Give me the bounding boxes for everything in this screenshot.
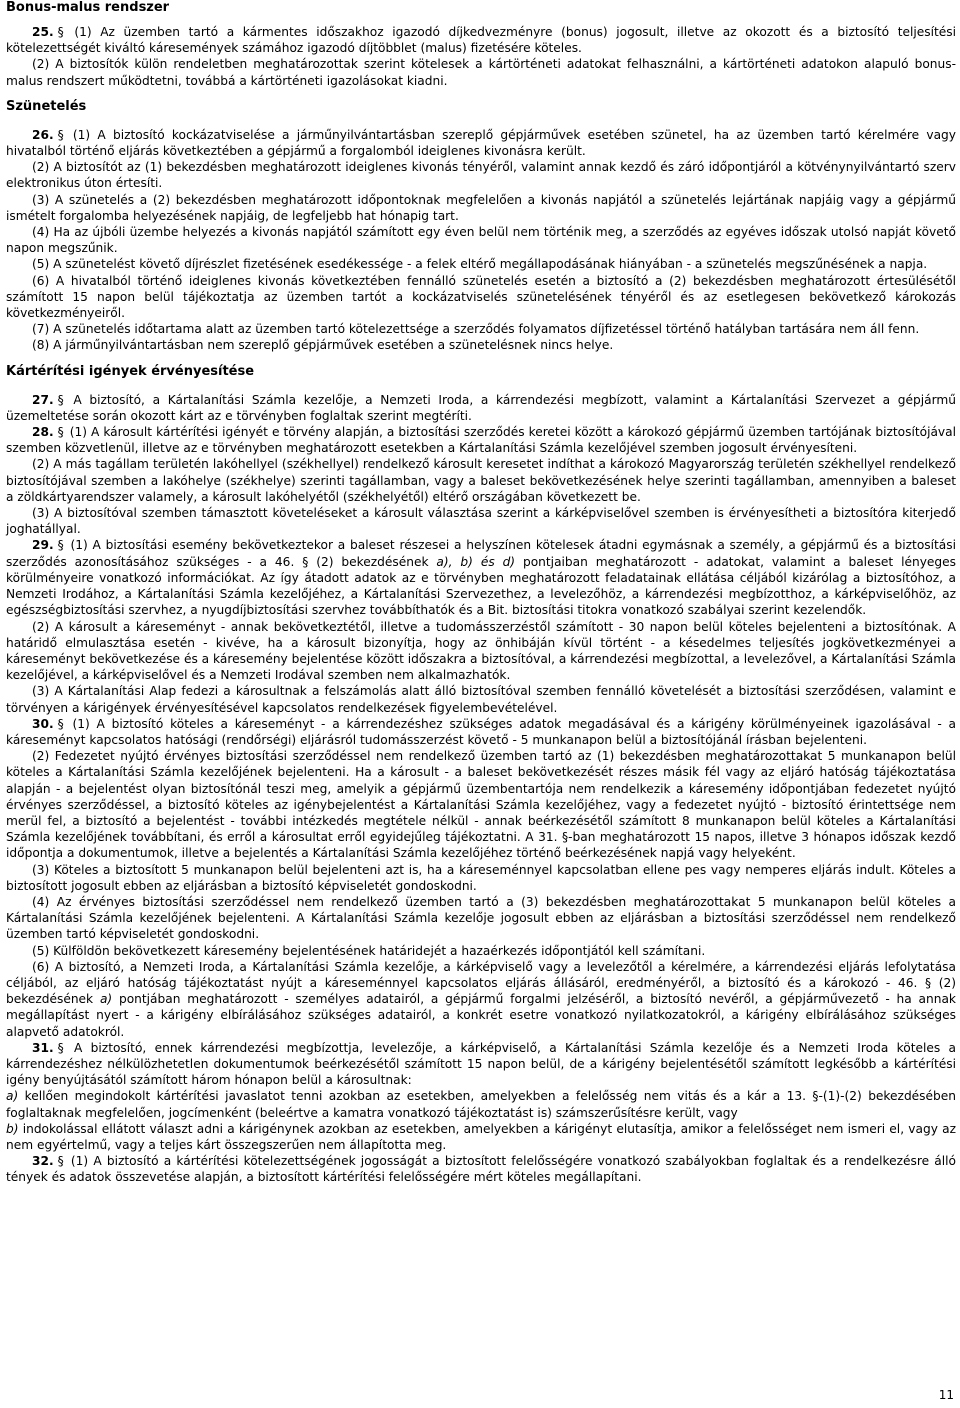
section-sign-icon: § [57,25,64,39]
section-number-28: 28. [32,425,54,440]
paragraph-26-6: (6) A hivatalból történő ideiglenes kivonás következtében fennálló szünetelés esetén a biztosító a (2) bekezdésben meghatározott értesülésétől számított 15 napon belül tájékoztatja az üzemben tartót a kockázatviselés szünetelésének tényéről és az esetlegesen bekövetkező károkozás következményeiről. [6,273,956,321]
paragraph-text: (1) A károsult kártérítési igényét e törvény alapján, a biztosítási szerződés keretei között a károkozó gépjármű üzemben tartójának biztosítójával szemben közvetlenül, illetve az e törvényben meghatározott esetekben a Kártalanítási Számla kezelőjével szemben jogosult érvényesíteni. [6,425,956,456]
paragraph-30-6 [6,959,956,1040]
paragraph-29-3: (3) A Kártalanítási Alap fedezi a károsultnak a felszámolás alatt álló biztosítóval szemben fennálló követelését a biztosítási szerződésen, valamint e törvényen a kárigények érvényesítésével kapcsolatos rendelkezések figyelembevételével. [6,684,956,715]
paragraph-26-7: (7) A szünetelés időtartama alatt az üzemben tartó kötelezettsége a szerződés folyamatos díjfizetéssel történő hatályban tartására nem áll fenn. [32,322,920,337]
section-sign-icon: § [57,392,64,407]
document-page [6,0,956,1186]
paragraph-text: A biztosító, a Kártalanítási Számla kezelője, a Nemzeti Iroda, a kárrendezési megbízott, valamint a Kártalanítási Szervezet a gépjármű üzemeltetése során okozott kárt az e törvényben foglaltak szerint megtéríti. [6,392,956,423]
paragraph-text: kellően megindokolt kártérítési javaslatot tenni azokban az esetekben, amelyekben a felelősség nem vitás és a kár a 13. §-(1)-(2) bekezdésében foglaltaknak megfelelően, jogcímenként (beleértve a kamatra vonatkozó tájékoztatást is) számszerűsítésre került, vagy [6,1089,956,1120]
section-number-26: 26. [32,127,54,142]
paragraph-30-3: (3) Köteles a biztosított 5 munkanapon belül bejelenteni azt is, ha a káreseménnyel kapcsolatban ellene pes vagy nemperes eljárás indult. Köteles a biztosított jogosult ebben az eljárásban a biztosító képviseletét gondoskodni. [6,862,956,893]
page-number: 11 [938,1388,954,1402]
paragraph-28-3: (3) A biztosítóval szemben támasztott követeléseket a károsult választása szerint a kárképviselővel szemben is érvényesítheti a biztosítóra kiterjedő joghatállyal. [6,506,956,537]
section-sign-icon: § [57,1154,64,1169]
paragraph-text: (1) A biztosítási esemény bekövetkeztekor a baleset részesei a helyszínen kötelesek átadni egymásnak a személy, a gépjármű és a biztosítási szerződés azonosításához szükséges - a 46. § (2) bekezdésének [6,538,956,569]
section-number-31: 31. [32,1040,54,1055]
paragraph-26-2: (2) A biztosítót az (1) bekezdésben meghatározott ideiglenes kivonás tényéről, valamint annak kezdő és záró időpontjáról a kötvénynyilvántartó szerv elektronikus úton értesíti. [6,160,956,191]
paragraph-25-2: (2) A biztosítók külön rendeletben meghatározottak szerint kötelesek a kártörténeti adatokat felhasználni, a kártörténeti adatokon alapuló bonus-malus rendszert működtetni, továbbá a kártörténeti igazolásokat kiadni. [6,57,956,88]
paragraph-26-1 [6,127,956,159]
paragraph-text: pontjaiban meghatározott - adatokat, valamint a baleset lényeges körülményeire vonatkozó információkat. Az így átadott adatok az e törvényben meghatározott feladatainak ellátása céljából kizárólag a biztosítóhoz, a Nemzeti Irodához, a Kártalanítási Számla kezelőjéhez, a Kártalanítási Szervezethez, a levelezőhöz, a kárrendezési megbízotthoz, a kárképviselőhöz, az egészségbiztosítási szervhez, a nyugdíjbiztosítási szervhez továbbíthatók és a Bit. biztosítási titokra vonatkozó szabályai szerint kezelendők. [6,554,957,618]
paragraph-italic-ref: a), b) és d) [436,554,516,569]
heading-karteritesi-igenyek: Kártérítési igények érvényesítése [6,363,255,379]
paragraph-italic-ref: a) [99,992,113,1007]
paragraph-text: indokolással ellátott választ adni a kárigénynek azokban az esetekben, amelyekben a kárigényt elutasítja, amikor a felelősséget nem ismeri el, vagy az nem egyértelmű, vagy a teljes kárt összegszerűen nem állapította meg. [6,1121,956,1152]
paragraph-text: (6) A biztosító, a Nemzeti Iroda, a Kártalanítási Számla kezelője, a kárképviselő vagy a levelezőtől a kérelmére, a kárrendezési eljárás lefolytatása céljából, az eljáró hatóság tájékoztatást nyújt a káreseménnyel kapcsolatos eljárás állásáról, eredményéről, a biztosító és a károkozó - 46. § (2) bekezdésének [6,959,956,1007]
paragraph-26-3: (3) A szünetelés a (2) bekezdésben meghatározott időpontoknak megfelelően a kivonás napjától a szünetelés lejártának napjáig vagy a gépjármű ismételt forgalomba helyezésének napjáig, de legfeljebb hat hónapig tart. [6,192,956,223]
paragraph-25-1 [6,24,956,56]
paragraph-29-2: (2) A károsult a káreseményt - annak bekövetkeztétől, illetve a tudomásszerzéstől számított - 30 napon belül köteles bejelenteni a biztosítónak. A határidő elmulasztása esetén - kivéve, ha a károsult bizonyítja, hogy az önhibáján kívül történt - a késedelmes teljesítés jogkövetkezményei a káreseményt bekövetkezése és a káresemény bejelentése között időszakra a biztosítóval, a kárrendezési megbízottal, a levelezővel, a Kártalanítási Számla kezelőjével, a kárképviselővel és a Nemzeti Irodával szemben nem alkalmazhatók. [6,619,956,683]
paragraph-28-2: (2) A más tagállam területén lakóhellyel (székhellyel) rendelkező károsult keresetet indíthat a károkozó Magyarország területén székhellyel rendelkező biztosítójával szemben a lakóhelye (székhelye) szerinti tagállamban, vagy a baleset bekövetkezésének helye szerinti tagállamban, amennyiben a baleset a zöldkártyarendszer valamely, a károsult lakóhelyétől (székhelyétől) eltérő országában következett be. [6,457,956,504]
paragraph-30-4: (4) Az érvényes biztosítási szerződéssel nem rendelkező üzemben tartó a (3) bekezdésben meghatározottakat 5 munkanapon belül köteles a Kártalanítási Számla kezelőjének bejelenteni. A Kártalanítási Számla kezelője jogosult ebben az eljárásban a biztosítási szerződéssel nem rendelkező üzemben tartó képviseletét gondoskodni. [6,894,956,942]
section-sign-icon: § [57,538,64,553]
section-number-30: 30. [32,716,54,731]
paragraph-text: (1) A biztosító köteles a káreseményt - a kárrendezéshez szükséges adatok megadásával és a kárigény körülményeinek igazolásával - a káreseményt kapcsolatos hatósági (rendőrségi) eljárásról tudomásszerzést követő - 5 munkanapon belül a biztosítójánál írásban bejelenteni. [6,716,957,747]
section-number-25: 25. [32,25,54,39]
paragraph-28-1 [6,424,956,456]
paragraph-text: (1) Az üzemben tartó a kármentes időszakhoz igazodó díjkedvezményre (bonus) jogosult, illetve az okozott és a biztosító teljesítési kötelezettségét kiváltó káresemények számához igazodó díjtöbblet (malus) fizetésére köteles. [6,25,957,56]
paragraph-26-4: (4) Ha az újbóli üzembe helyezés a kivonás napjától számított egy éven belül nem történik meg, a szerződés az egyéves időszak utolsó napját követő napon megszűnik. [6,225,956,256]
paragraph-32-1 [6,1153,956,1185]
heading-szuneteles: Szünetelés [6,98,87,114]
paragraph-text: pontjában meghatározott - személyes adatairól, a gépjármű forgalmi jelzéséről, a biztosító nevéről, a gépjárművezető - ha annak megállapítást nyert - a kárigény elbírálásához szükséges adatairól, a konkrét esetre vonatkozó nyilatkozatokról, a kárigény elbírálásához szükséges alapvető adatokról. [6,992,956,1039]
paragraph-26-5: (5) A szünetelést követő díjrészlet fizetésének esedékessége - a felek eltérő megállapodásának hiányában - a szünetelés megszűnésének a napja. [32,257,928,272]
section-sign-icon: § [57,127,64,142]
section-sign-icon: § [57,716,64,731]
section-number-32: 32. [32,1154,54,1169]
paragraph-26-8: (8) A járműnyilvántartásban nem szereplő gépjárművek esetében a szünetelésnek nincs helye. [32,338,614,353]
paragraph-30-5: (5) Külföldön bekövetkezett káresemény bejelentésének határidejét a hazaérkezés időpontjától kell számítani. [32,943,706,958]
section-sign-icon: § [57,425,64,440]
section-number-29: 29. [32,538,54,553]
list-label-b: b) [6,1121,19,1136]
list-label-a: a) [6,1089,19,1104]
paragraph-30-1 [6,716,956,748]
paragraph-30-2: (2) Fedezetet nyújtó érvényes biztosítási szerződéssel nem rendelkező üzemben tartó az (1) bekezdésben meghatározottakat 5 munkanapon belül köteles a Kártalanítási Számla kezelőjének bejelenteni. Ha a károsult - a baleset bekövetkezését részes másik fél vagy az eljáró hatóság tájékoztatása alapján - a bejelentést olyan biztosítónál teszi meg, amelyik a gépjármű üzembentartója nem rendelkezik a káresemény időpontjában fedezetet nyújtó érvényes szerződéssel, a biztosító köteles az igénybejelentést a Kártalanítási Számla kezelőjéhez, vagy a fedezetet nyújtó - biztosító érintettsége nem merül fel, a biztosító a bejelentést - további intézkedés megtétele nélkül - annak beérkezésétől számított 8 munkanapon belül köteles a Kártalanítási Számla kezelőjének továbbítani, és erről a károsultat erről egyidejűleg tájékoztatni. A 31. §-ban meghatározott 15 napos, illetve 3 hónapos időszak kezdő időpontja a dokumentumok, illetve a bejelentés a Kártalanítási Számla kezelőjéhez történő beérkezésének napjá vagy helyeként. [6,749,956,861]
paragraph-27-1 [6,392,956,424]
paragraph-text: A biztosító, ennek kárrendezési megbízottja, levelezője, a kárképviselő, a Kártalanítási Számla kezelője és a Nemzeti Iroda köteles a kárrendezéshez nélkülözhetetlen dokumentumok beérkezésétől számított 15 napon belül, de a kárigény bejelentésétől számított legkésőbb a kártérítési igény benyújtásától számított három hónapon belül a károsultnak: [6,1040,957,1088]
paragraph-29-1 [6,537,956,618]
paragraph-31-1 [6,1040,956,1089]
paragraph-31-b [6,1121,956,1153]
section-sign-icon: § [57,1040,64,1055]
paragraph-text: (1) A biztosító a kártérítési kötelezettségének jogosságát a biztosított felelősségére vonatkozó szabályokban foglaltak és a rendelkezésre álló tények és adatok összevetése alapján, a biztosított kártérítési felelősségére mért köteles megállapítani. [6,1154,956,1185]
section-number-27: 27. [32,392,54,407]
heading-bonus-malus: Bonus-malus rendszer [6,0,170,15]
paragraph-31-a [6,1088,956,1120]
paragraph-text: (1) A biztosító kockázatviselése a járműnyilvántartásban szereplő gépjárművek esetében szünetel, ha az üzemben tartó kérelmére vagy hivatalból történő eljárás következtében a gépjármű a forgalomból ideiglenes kivonásra került. [6,127,956,159]
